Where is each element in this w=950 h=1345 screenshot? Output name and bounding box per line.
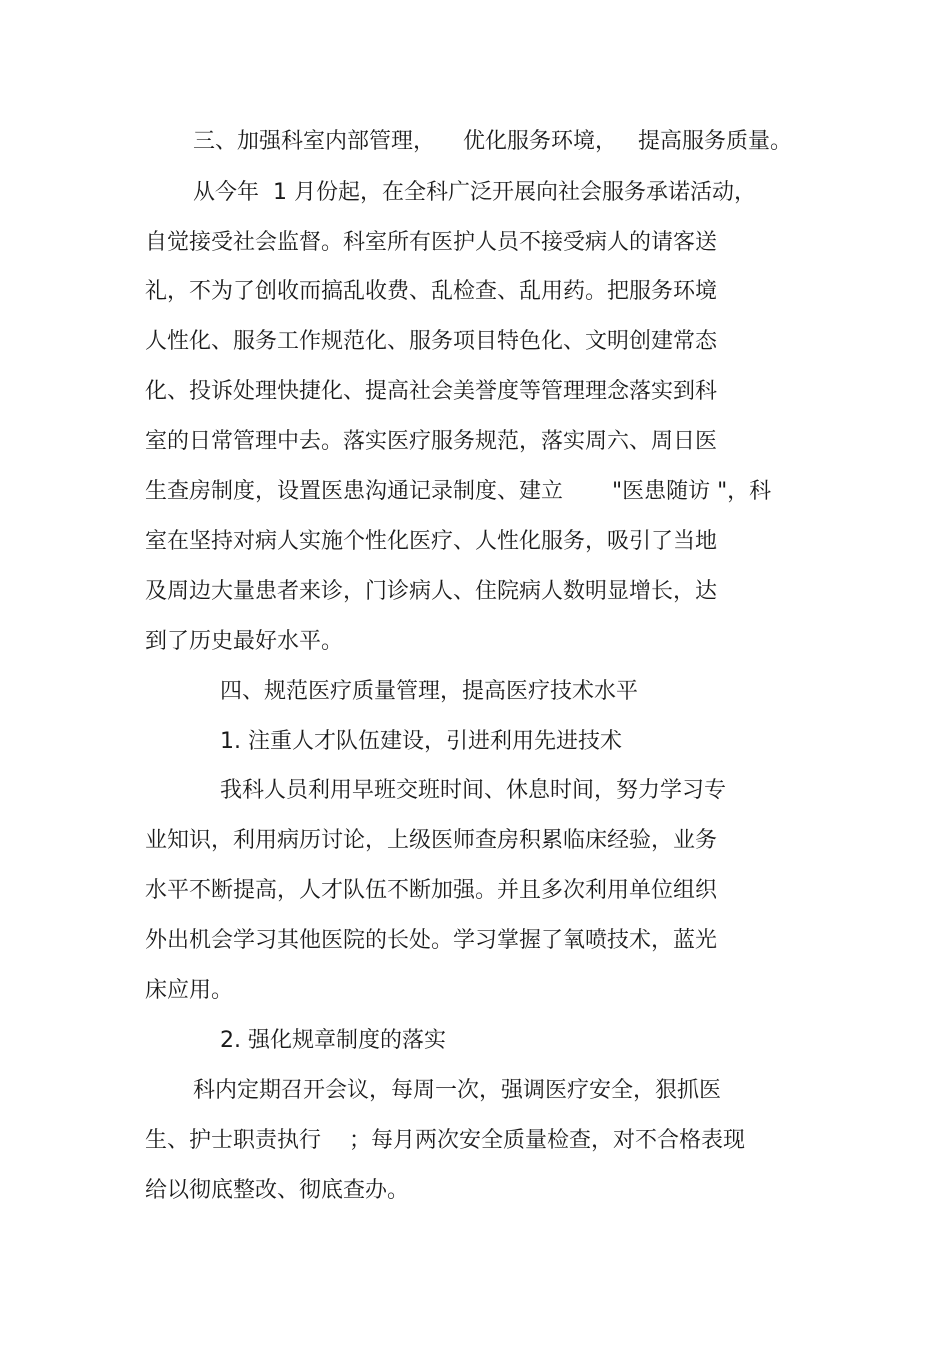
subheading-1: 1. 注重人才队伍建设，引进利用先进技术	[220, 729, 622, 754]
paragraph-line: 室的日常管理中去。落实医疗服务规范，落实周六、周日医	[145, 429, 718, 454]
paragraph-line: 自觉接受社会监督。科室所有医护人员不接受病人的请客送	[145, 230, 718, 255]
paragraph-line: 外出机会学习其他医院的长处。学习掌握了氧喷技术，蓝光	[145, 928, 718, 953]
paragraph-line: 我科人员利用早班交班时间、休息时间，努力学习专	[220, 778, 727, 803]
section-heading-4: 四、规范医疗质量管理，提高医疗技术水平	[220, 679, 639, 704]
paragraph-line: 及周边大量患者来诊，门诊病人、住院病人数明显增长，达	[145, 579, 718, 604]
paragraph-line: 人性化、服务工作规范化、服务项目特色化、文明创建常态	[145, 329, 718, 354]
subheading-2: 2. 强化规章制度的落实	[220, 1028, 446, 1053]
paragraph-line: 水平不断提高，人才队伍不断加强。并且多次利用单位组织	[145, 878, 718, 903]
paragraph-line: 到了历史最好水平。	[145, 629, 344, 654]
paragraph-line: 业知识，利用病历讨论，上级医师查房积累临床经验，业务	[145, 828, 718, 853]
paragraph-line: 生查房制度，设置医患沟通记录制度、建立 "医患随访 "，科	[145, 479, 772, 504]
paragraph-line: 礼，不为了创收而搞乱收费、乱检查、乱用药。把服务环境	[145, 279, 718, 304]
paragraph-line: 室在坚持对病人实施个性化医疗、人性化服务，吸引了当地	[145, 529, 718, 554]
paragraph-line: 化、投诉处理快捷化、提高社会美誉度等管理理念落实到科	[145, 379, 718, 404]
section-heading-3: 三、加强科室内部管理， 优化服务环境， 提高服务质量。	[193, 129, 792, 154]
paragraph-line: 从今年 1 月份起，在全科广泛开展向社会服务承诺活动，	[193, 180, 756, 205]
paragraph-line: 科内定期召开会议，每周一次，强调医疗安全，狠抓医	[193, 1078, 722, 1103]
paragraph-line: 床应用。	[145, 978, 234, 1003]
paragraph-line: 生、护士职责执行 ；每月两次安全质量检查，对不合格表现	[145, 1128, 745, 1153]
paragraph-line: 给以彻底整改、彻底查办。	[145, 1178, 410, 1203]
